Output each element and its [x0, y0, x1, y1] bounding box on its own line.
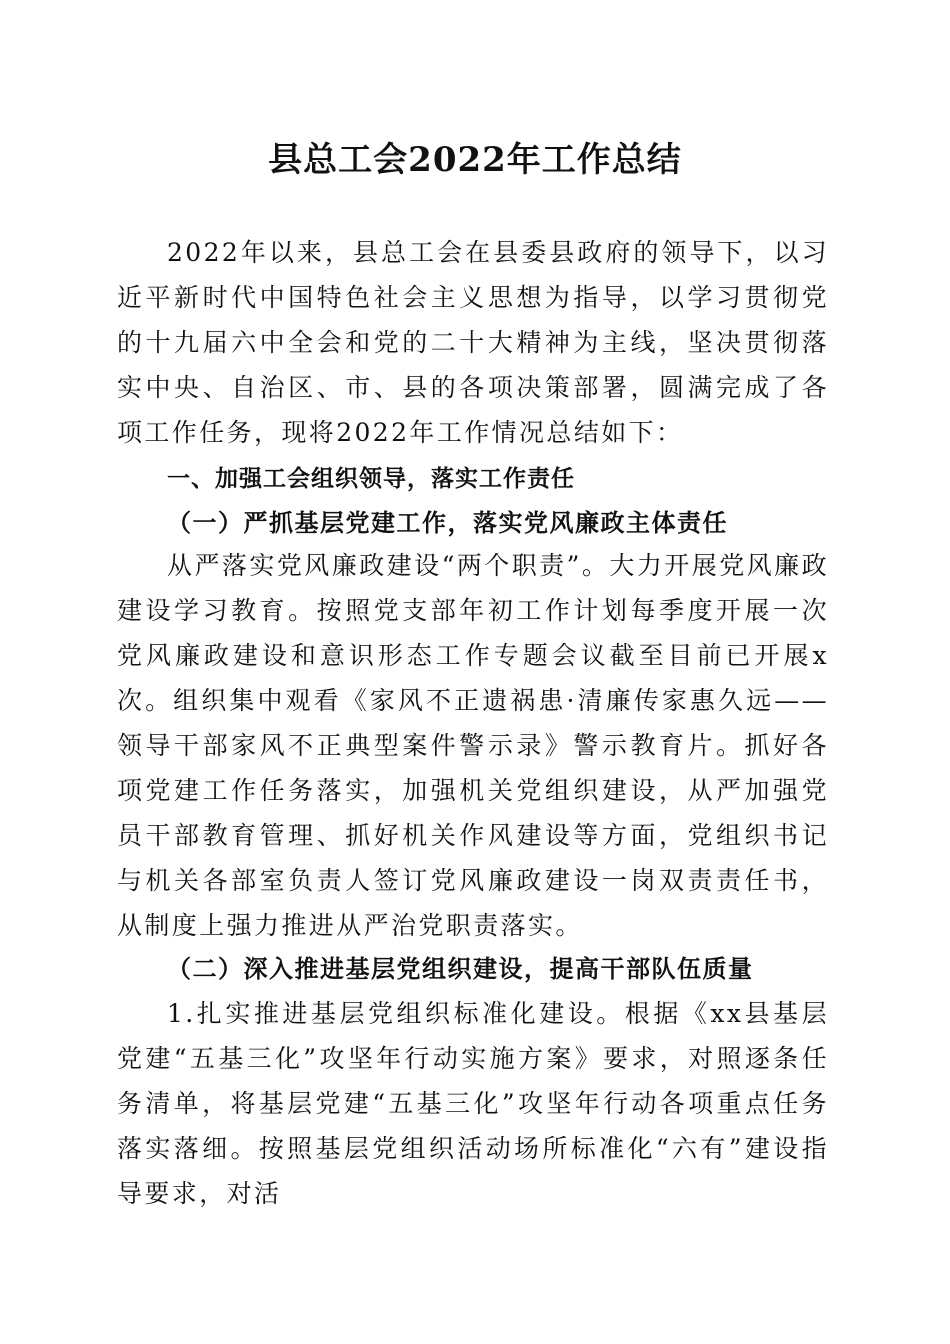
subsection-1-block	[117, 543, 829, 948]
subsection-heading-2: （二）深入推进基层党组织建设，提高干部队伍质量	[167, 954, 754, 983]
intro-block	[117, 230, 829, 455]
subsection-heading-1: （一）严抓基层党建工作，落实党风廉政主体责任	[167, 508, 728, 537]
document-title: 县总工会2022年工作总结	[268, 140, 682, 180]
subsection-2-paragraph: 1.扎实推进基层党组织标准化建设。根据《xx县基层党建“五基三化”攻坚年行动实施方案》要求，对照逐条任务清单，将基层党建“五基三化”攻坚年行动各项重点任务落实落细。按照基层党组织活动场所标准化“六有”建设指导要求，对活	[117, 999, 829, 1208]
section-heading-1: 一、加强工会组织领导，落实工作责任	[167, 466, 575, 492]
intro-paragraph: 2022年以来，县总工会在县委县政府的领导下，以习近平新时代中国特色社会主义思想为指导，以学习贯彻党的十九届六中全会和党的二十大精神为主线，坚决贯彻落实中央、自治区、市、县的各项决策部署，圆满完成了各项工作任务，现将2022年工作情况总结如下：	[117, 238, 829, 447]
subsection-2-block	[117, 991, 829, 1216]
subsection-1-paragraph: 从严落实党风廉政建设“两个职责”。大力开展党风廉政建设学习教育。按照党支部年初工作计划每季度开展一次党风廉政建设和意识形态工作专题会议截至目前已开展x次。组织集中观看《家风不正遗祸患·清廉传家惠久远——领导干部家风不正典型案件警示录》警示教育片。抓好各项党建工作任务落实，加强机关党组织建设，从严加强党员干部教育管理、抓好机关作风建设等方面，党组织书记与机关各部室负责人签订党风廉政建设一岗双责责任书，从制度上强力推进从严治党职责落实。	[117, 551, 829, 940]
